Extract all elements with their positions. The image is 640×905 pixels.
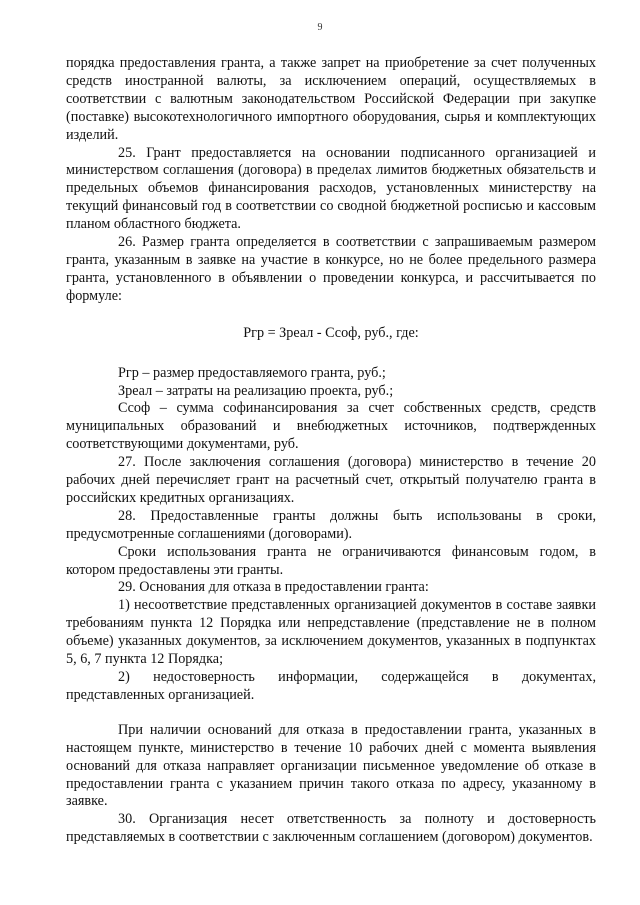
grant-formula: Ргр = Зреал - Ссоф, руб., где:	[243, 324, 419, 341]
paragraph-28-usage-terms: Сроки использования гранта не ограничиваются финансовым годом, в котором предоставлены эти гранты.	[66, 543, 596, 578]
page-number: 9	[317, 22, 323, 33]
document-body	[66, 55, 596, 847]
paragraph-continuation: порядка предоставления гранта, а также запрет на приобретение за счет полученных средств иностранной валюты, за исключением операций, осуществляемых в соответствии с валютным законодательством Российской Федерации при закупке (поставке) высокотехнологичного импортного оборудования, сырья и комплектующих изделий.	[66, 55, 596, 143]
formula-term-ssof: Ссоф – сумма софинансирования за счет собственных средств, средств муниципальных образований и внебюджетных источников, подтвержденных соответствующими документами, руб.	[66, 400, 596, 453]
paragraph-30: 30. Организация несет ответственность за полноту и достоверность представляемых в соответствии с заключенным соглашением (договором) документов.	[66, 811, 596, 846]
paragraph-26: 26. Размер гранта определяется в соответствии с запрашиваемым размером гранта, указанным в заявке на участие в конкурсе, но не более предельного размера гранта, установленного в объявлении о проведении конкурса, и рассчитывается по формуле:	[66, 234, 596, 304]
paragraph-29-item-2: 2) недостоверность информации, содержащейся в документах, представленных организацией.	[66, 669, 596, 703]
paragraph-29-item-1: 1) несоответствие представленных организацией документов в составе заявки требованиям пункта 12 Порядка или непредставление (представление не в полном объеме) указанных документов, за исключением документов, указанных в подпунктах 5, 6, 7 пункта 12 Порядка;	[66, 597, 596, 668]
paragraph-27: 27. После заключения соглашения (договора) министерство в течение 20 рабочих дней перечисляет грант на расчетный счет, открытый получателю гранта в российских кредитных организациях.	[66, 454, 596, 506]
formula-term-rgr: Ргр – размер предоставляемого гранта, руб.;	[118, 364, 386, 381]
paragraph-29-refusal-notice: При наличии оснований для отказа в предоставлении гранта, указанных в настоящем пункте, министерство в течение 10 рабочих дней с момента выявления оснований для отказа направляет организации письменное уведомление об отказе в предоставлении гранта с указанием причин такого отказа по адресу, указанному в заявке.	[66, 721, 596, 810]
paragraph-28: 28. Предоставленные гранты должны быть использованы в сроки, предусмотренные соглашениями (договорами).	[66, 507, 596, 542]
paragraph-29: 29. Основания для отказа в предоставлении гранта:	[118, 579, 429, 596]
formula-term-zreal: Зреал – затраты на реализацию проекта, руб.;	[118, 382, 394, 399]
paragraph-25: 25. Грант предоставляется на основании подписанного организацией и министерством соглашения (договора) в пределах лимитов бюджетных обязательств и предельных объемов финансирования расходов, установленных министерству на текущий финансовый год в соответствии со сводной бюджетной росписью и кассовым планом областного бюджета.	[66, 144, 596, 233]
